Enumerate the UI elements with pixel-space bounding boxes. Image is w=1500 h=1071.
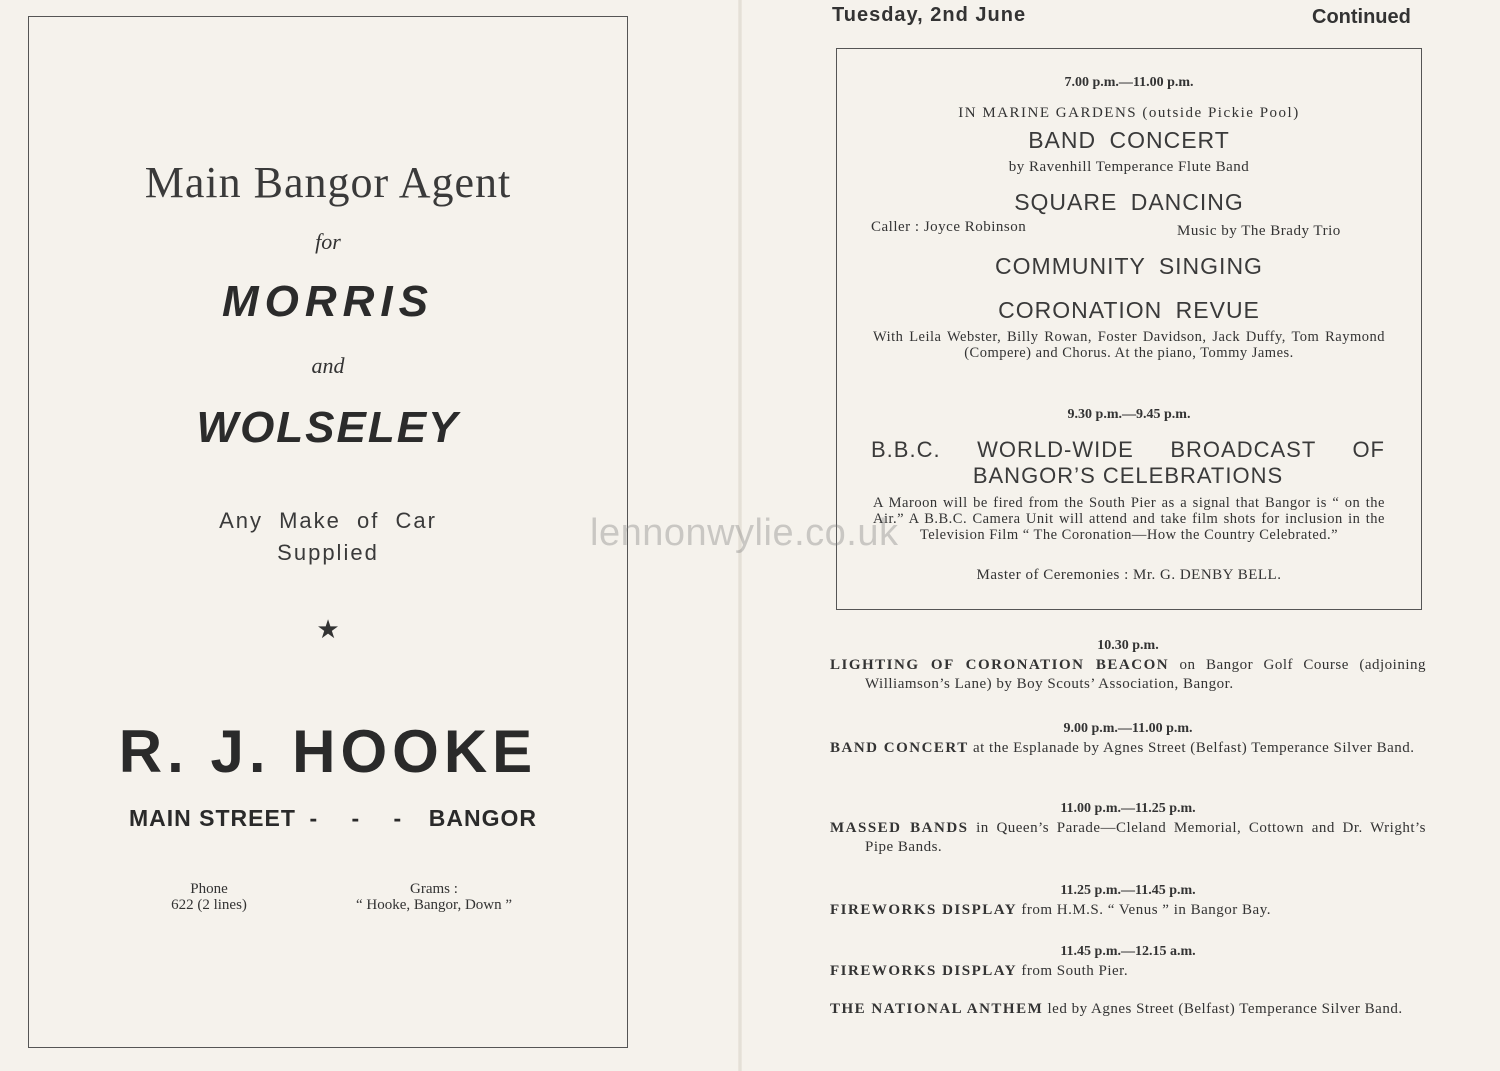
ad-brand-morris: MORRIS [222,277,434,326]
event-item [830,719,1426,758]
event-time: 11.00 p.m.—11.25 p.m. [1060,801,1196,816]
ad-grams [329,881,539,913]
event-item [830,1000,1426,1019]
ad-any-make-line2: Supplied [277,540,379,565]
event-description [830,962,1426,981]
event-heading: MASSED BANDS [830,820,969,836]
band-concert-by: by Ravenhill Temperance Flute Band [1008,159,1250,175]
ad-dashes: - - - [309,805,416,831]
ad-phone [129,881,289,913]
ad-grams-label: Grams : [410,881,458,897]
ad-any-make [29,505,627,569]
event-heading: THE NATIONAL ANTHEM [830,1001,1044,1017]
event-item [830,799,1426,857]
star-icon: ★ [316,615,340,644]
ad-town: BANGOR [428,805,537,831]
ad-grams-value: “ Hooke, Bangor, Down ” [355,897,513,913]
band-concert-title: BAND CONCERT [1028,127,1230,153]
ad-and: and [311,353,345,378]
ad-company-name: R. J. HOOKE [118,718,538,785]
box-venue: IN MARINE GARDENS (outside Pickie Pool) [958,105,1300,121]
coronation-revue-title: CORONATION REVUE [998,297,1260,323]
event-text: from H.M.S. “ Venus ” in Bangor Bay. [1017,902,1271,918]
event-text: at the Esplanade by Agnes Street (Belfast) Temperance Silver Band. [968,740,1415,756]
event-description [830,739,1426,758]
box-time-1: 7.00 p.m.—11.00 p.m. [1064,75,1194,90]
event-description [830,901,1426,920]
square-dancing-caller: Caller : Joyce Robinson [871,219,1027,235]
event-heading: LIGHTING OF CORONATION BEACON [830,657,1170,673]
event-description [830,819,1426,857]
ad-headline: Main Bangor Agent [144,158,512,207]
event-item [830,942,1426,981]
event-description [830,656,1426,694]
bbc-broadcast-title: B.B.C. WORLD-WIDE BROADCAST OF BANGOR’S CELEBRATIONS [871,437,1385,488]
ad-for: for [315,229,341,254]
evening-programme-box [836,48,1422,610]
master-of-ceremonies: Master of Ceremonies : Mr. G. DENBY BELL. [976,567,1282,583]
ad-street: MAIN STREET [129,805,296,831]
square-dancing-title: SQUARE DANCING [1014,189,1244,215]
event-time: 11.25 p.m.—11.45 p.m. [1060,883,1196,898]
event-time: 9.00 p.m.—11.00 p.m. [1063,721,1193,736]
box-time-2: 9.30 p.m.—9.45 p.m. [1067,407,1191,422]
event-item [830,881,1426,920]
event-item [830,636,1426,694]
event-description [830,1000,1426,1019]
event-text: in Queen’s Parade—Cleland Memorial, Cottown and Dr. Wright’s Pipe Bands. [865,820,1426,855]
event-heading: BAND CONCERT [830,740,969,756]
continued-label: Continued [1312,6,1411,28]
ad-address [129,805,537,832]
ad-phone-label: Phone [190,881,228,897]
event-text: on Bangor Golf Course (adjoining Williamson’s Lane) by Boy Scouts’ Association, Bangor. [865,657,1426,692]
coronation-revue-text: With Leila Webster, Billy Rowan, Foster Davidson, Jack Duffy, Tom Raymond (Compere) and Chorus. At the piano, Tommy James. [873,329,1385,361]
event-time: 10.30 p.m. [1097,638,1159,653]
bbc-broadcast-text: A Maroon will be fired from the South Pier as a signal that Bangor is “ on the Air.” A B.B.C. Camera Unit will attend and take film shots for inclusion in the Television Film “ The Coronation—How the Country Celebrated.” [873,495,1385,543]
square-dancing-music: Music by The Brady Trio [1177,223,1341,239]
page-date-heading: Tuesday, 2nd June [832,4,1027,26]
event-time: 11.45 p.m.—12.15 a.m. [1060,944,1196,959]
community-singing-title: COMMUNITY SINGING [995,253,1263,279]
advert-frame [28,16,628,1048]
event-heading: FIREWORKS DISPLAY [830,902,1018,918]
event-text: led by Agnes Street (Belfast) Temperance Silver Band. [1043,1001,1403,1017]
ad-phone-value: 622 (2 lines) [171,897,247,913]
event-text: from South Pier. [1017,963,1129,979]
watermark: lennonwylie.co.uk [590,512,899,554]
ad-brand-wolseley: WOLSELEY [196,403,460,452]
event-heading: FIREWORKS DISPLAY [830,963,1018,979]
ad-any-make-line1: Any Make of Car [219,508,437,533]
